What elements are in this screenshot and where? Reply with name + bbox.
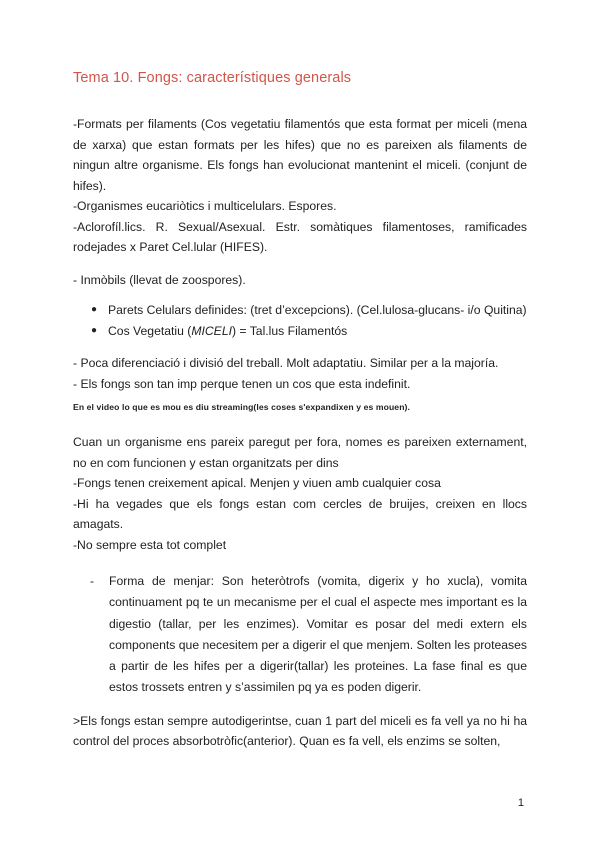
dash-marker: - — [90, 574, 95, 588]
paragraph-poca-diferenciacio: - Poca diferenciació i divisió del treball. Molt adaptatiu. Similar per a la majoría. — [73, 356, 499, 370]
document-title: Tema 10. Fongs: característiques generals — [73, 70, 352, 86]
bullet-item-parets — [86, 300, 527, 321]
bullet-icon: ● — [91, 324, 98, 336]
paragraph-cercles-bruijes: -Hi ha vegades que els fongs estan com cercles de bruijes, creixen en llocs amagats. — [73, 496, 527, 531]
bullet-list — [73, 300, 527, 341]
bullet-item-cos-vegetatiu — [86, 321, 527, 342]
paragraph-cos-indefinit: - Els fongs son tan imp perque tenen un cos que esta indefinit. — [73, 376, 411, 391]
paragraph-formats-filaments: -Formats per filaments (Cos vegetatiu filamentós que esta format per miceli (mena de xarxa) que estan formats per les hifes) que no es pareixen als filaments de ningun altre organisme. Els fongs han evolucionat mantenint el miceli. (conjunt de hifes). — [73, 117, 527, 193]
paragraph-inmobils: - Inmòbils (llevat de zoospores). — [73, 272, 246, 287]
paragraph-eucariotics: -Organismes eucariòtics i multicelulars. Espores. — [73, 199, 337, 213]
bullet-text-cos-prefix: Cos Vegetatiu ( — [108, 323, 192, 338]
dash-item-text: Forma de menjar: Son heteròtrofs (vomita, digerix y ho xucla), vomita continuament pq te un mecanisme per el cual el aspecte mes important es la digestio (tallar, per les enzimes). Vomitar es posar del medi extern els components que necesitem per a digerir el que menjem. Solten les proteases a partir de les hifes per a digerir(tallar) les proteines. La fase final es que estos trossets entren y s’assimilen pq ya es poden digerir. — [109, 574, 527, 695]
dash-item-forma-menjar — [73, 571, 527, 699]
small-note-streaming: En el video lo que es mou es diu streaming(les coses s'expandixen y es mouen). — [73, 402, 410, 412]
paragraph-creixement-apical: -Fongs tenen creixement apical. Menjen y viuen amb cualquier cosa — [73, 476, 441, 490]
document-content — [73, 70, 527, 752]
bullet-text-parets: Parets Celulars definides: (tret d’excepcions). (Cel.lulosa-glucans- i/o Quitina) — [108, 303, 527, 317]
bullet-text-miceli: MICELI — [191, 323, 232, 338]
paragraph-aclorofilics: -Aclorofíl.lics. R. Sexual/Asexual. Estr. somàtiques filamentoses, ramificades rodejades x Paret Cel.lular (HIFES). — [73, 219, 527, 254]
page-number: 1 — [517, 797, 524, 809]
paragraph-autodigerintse: >Els fongs estan sempre autodigerintse, cuan 1 part del miceli es fa vell ya no hi ha control del proces absorbotròfic(anterior). Quan es fa vell, els enzims se solten, — [73, 713, 527, 749]
bullet-icon: ● — [91, 304, 98, 315]
bullet-text-cos-suffix: ) = Tal.lus Filamentós — [231, 323, 348, 338]
paragraph-no-complet: -No sempre esta tot complet — [73, 537, 227, 552]
paragraph-organisme-per-fora: Cuan un organisme ens pareix paregut per fora, nomes es pareixen externament, no en com funcionen y estan organitzats per dins — [73, 435, 527, 470]
